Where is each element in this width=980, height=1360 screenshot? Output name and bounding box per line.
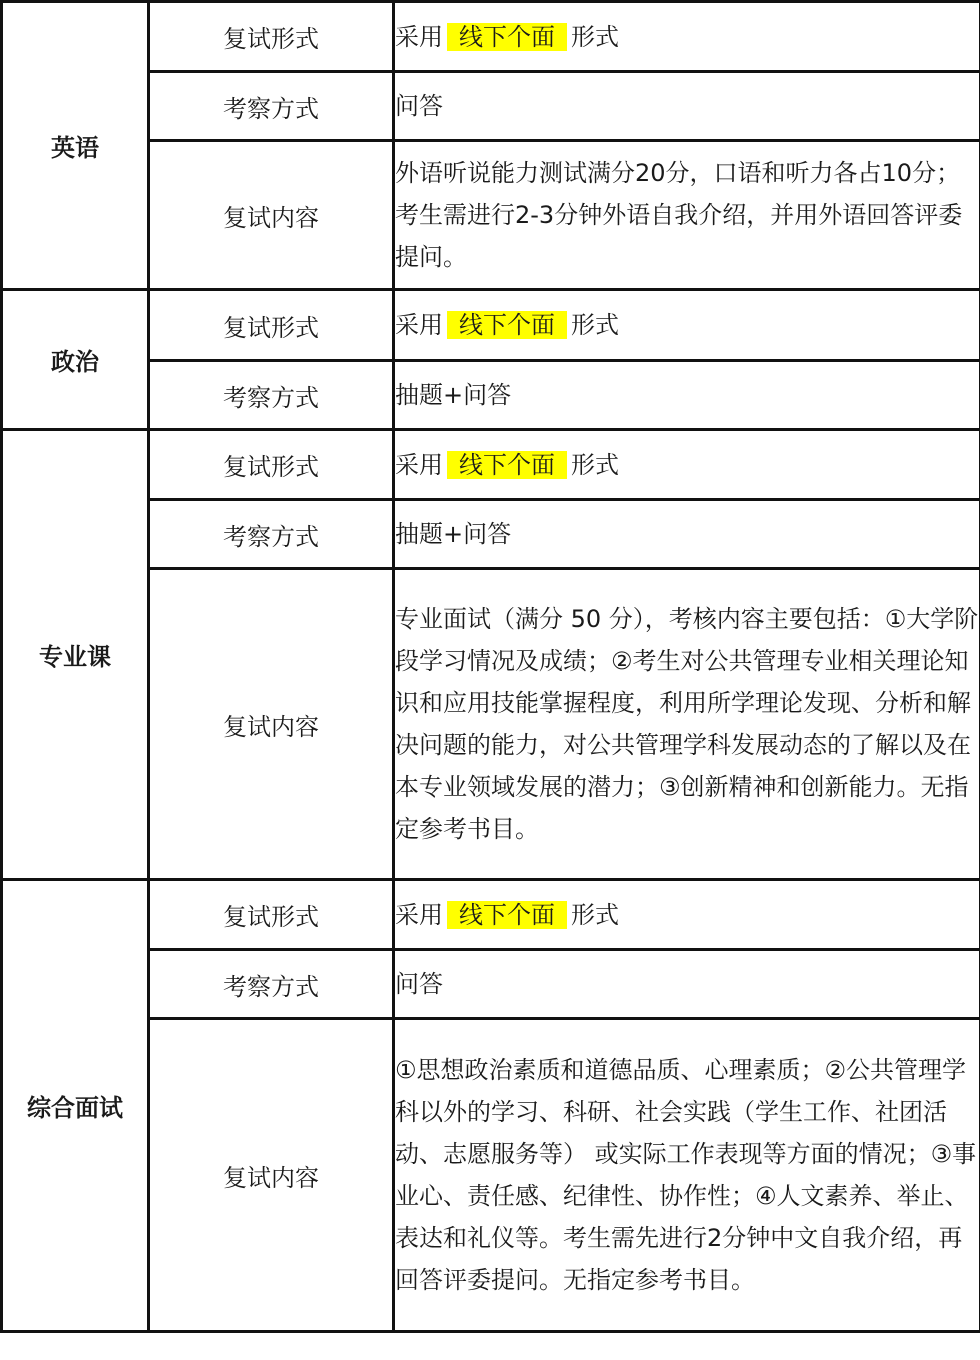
row-label-method: 考察方式	[149, 950, 394, 1019]
table-row	[2, 141, 980, 290]
subject-english: 英语	[2, 2, 149, 290]
table-row	[2, 500, 980, 569]
form-value	[394, 430, 980, 500]
method-value: 抽题+问答	[394, 361, 980, 430]
form-value	[394, 2, 980, 72]
form-prefix: 采用	[395, 450, 443, 479]
form-suffix: 形式	[571, 450, 619, 479]
form-suffix: 形式	[571, 22, 619, 51]
table-row	[2, 880, 980, 950]
table-row	[2, 361, 980, 430]
row-label-form: 复试形式	[149, 880, 394, 950]
row-label-method: 考察方式	[149, 500, 394, 569]
form-suffix: 形式	[571, 900, 619, 929]
table-row	[2, 2, 980, 72]
form-suffix: 形式	[571, 311, 619, 339]
table-row	[2, 950, 980, 1019]
form-prefix: 采用	[395, 311, 443, 339]
form-highlight: 线下个面	[447, 901, 567, 929]
row-label-form: 复试形式	[149, 430, 394, 500]
form-highlight: 线下个面	[447, 451, 567, 479]
table-row	[2, 430, 980, 500]
row-label-content: 复试内容	[149, 141, 394, 290]
row-label-content: 复试内容	[149, 569, 394, 880]
row-label-content: 复试内容	[149, 1019, 394, 1332]
subject-interview: 综合面试	[2, 880, 149, 1332]
table-row	[2, 1019, 980, 1332]
method-value: 抽题+问答	[394, 500, 980, 569]
form-prefix: 采用	[395, 900, 443, 929]
row-label-form: 复试形式	[149, 2, 394, 72]
subject-politics: 政治	[2, 290, 149, 430]
row-label-form: 复试形式	[149, 290, 394, 361]
method-value: 问答	[394, 950, 980, 1019]
method-value: 问答	[394, 72, 980, 141]
subject-major: 专业课	[2, 430, 149, 880]
table-row	[2, 72, 980, 141]
table-row	[2, 569, 980, 880]
form-highlight: 线下个面	[447, 311, 567, 339]
form-value	[394, 880, 980, 950]
content-value: 专业面试（满分 50 分），考核内容主要包括：①大学阶段学习情况及成绩；②考生对公共管理专业相关理论知识和应用技能掌握程度，利用所学理论发现、分析和解决问题的能力，对公共管理学科发展动态的了解以及在本专业领域发展的潜力；③创新精神和创新能力。无指定参考书目。	[394, 569, 980, 880]
row-label-method: 考察方式	[149, 361, 394, 430]
content-value: ①思想政治素质和道德品质、心理素质；②公共管理学科以外的学习、科研、社会实践（学生工作、社团活动、志愿服务等） 或实际工作表现等方面的情况；③事业心、责任感、纪律性、协作性；④人文素养、举止、表达和礼仪等。考生需先进行2分钟中文自我介绍，再回答评委提问。无指定参考书目。	[394, 1019, 980, 1332]
form-prefix: 采用	[395, 22, 443, 51]
form-highlight: 线下个面	[447, 23, 567, 51]
content-value: 外语听说能力测试满分20分，口语和听力各占10分；考生需进行2-3分钟外语自我介绍，并用外语回答评委提问。	[394, 141, 980, 290]
table-row	[2, 290, 980, 361]
form-value	[394, 290, 980, 361]
row-label-method: 考察方式	[149, 72, 394, 141]
